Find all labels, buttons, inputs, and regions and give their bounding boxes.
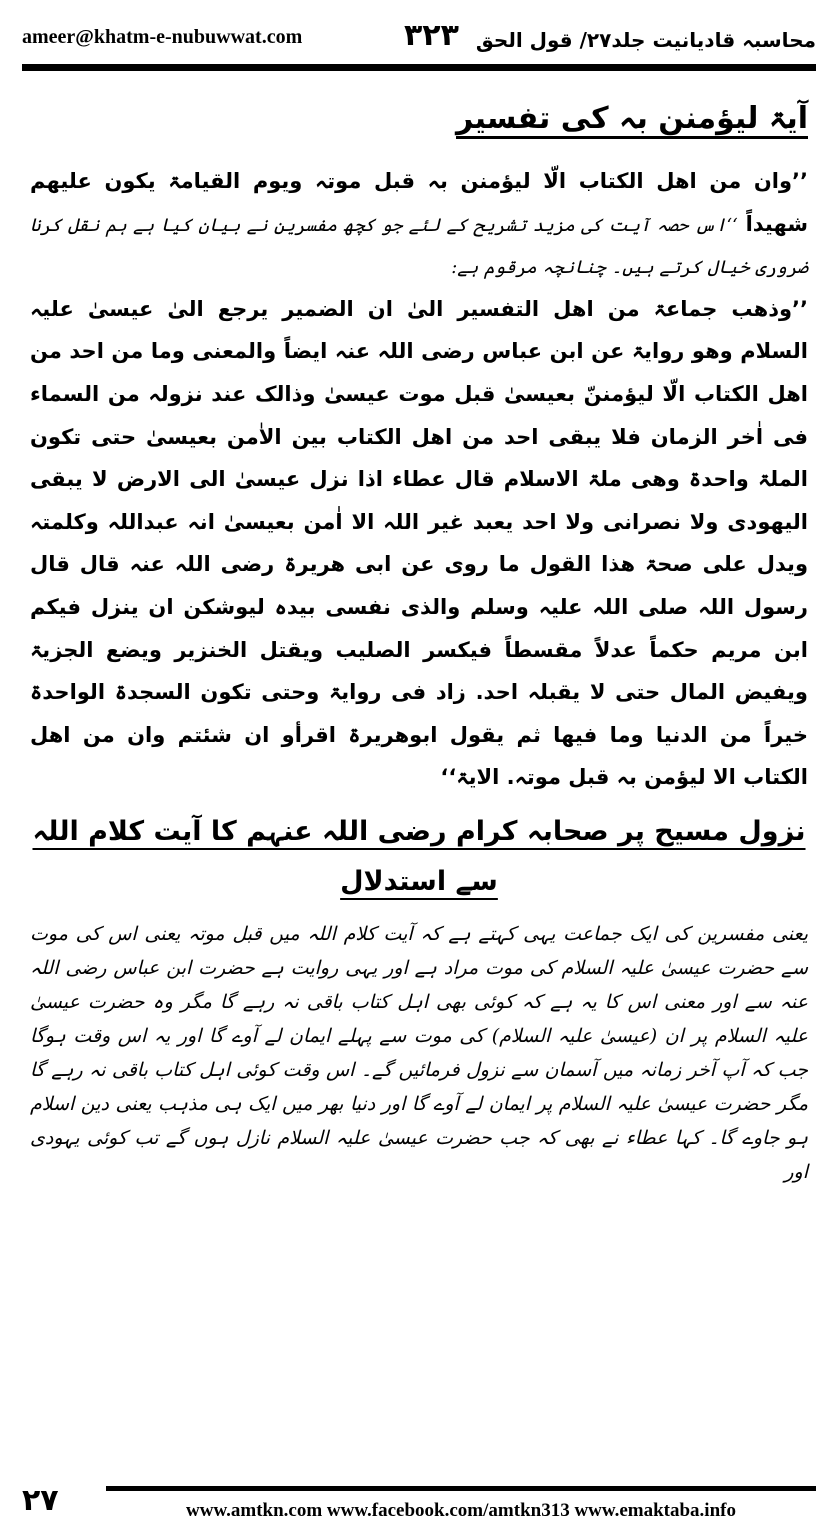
section-body-urdu: یعنی مفسرین کی ایک جماعت یہی کہتے ہے کہ آیت کلام اللہ میں قبل موتہ یعنی اس کی موت سے حضرت عیسیٰ علیہ السلام کی موت مراد ہے اور یہی روایت ہے حضرت ابن عباس رضی اللہ عنہ سے اور معنی اس کا یہ ہے کہ کوئی بھی اہل کتاب باقی نہ رہے گا مگر وہ حضرت عیسیٰ علیہ السلام پر ان (عیسیٰ علیہ السلام) کی موت سے پہلے ایمان لے آوے گا اور یہ اس وقت ہوگا جب کہ آپ آخر زمانہ میں آسمان سے نزول فرمائیں گے۔ اس وقت کوئی اہل کتاب باقی نہ رہے گا مگر حضرت عیسیٰ علیہ السلام پر ایمان لے آوے گا اور دنیا بھر میں ایک ہی مذہب یعنی دین اسلام ہو جاوے گا۔ کہا عطاء نے بھی کہ جب حضرت عیسیٰ علیہ السلام نازل ہوں گے تب کوئی یہودی اور: [30, 922, 808, 1183]
section-heading-tafsir: آیۃ لیؤمنن بہ کی تفسیر: [456, 101, 808, 136]
verse-quote-arabic: ’’وان من اھل الکتاب الّا لیؤمنن بہ قبل موتہ ویوم القیامۃ یکون علیھم شھیداً: [30, 169, 808, 236]
intro-urdu: ‘‘اس حصہ آیت کی مزید تشریح کے لئے جو کچھ مفسرین نے بیان کیا ہے ہم نقل کرنا ضروری خیال کرتے ہیں۔ چنانچہ مرقوم ہے:: [30, 214, 808, 279]
header-page-number: ۳۲۳: [404, 18, 459, 53]
header-book-title: محاسبہ قادیانیت جلد۲۷/ قول الحق: [475, 28, 816, 52]
footer-page-number: ۲۷: [22, 1483, 59, 1518]
header-email: ameer@khatm-e-nubuwwat.com: [22, 26, 303, 48]
section-heading-nuzul: نزول مسیح پر صحابہ کرام رضی اللہ عنہم کا آیت کلام اللہ سے استدلال: [32, 815, 806, 897]
footer-rule: [106, 1486, 816, 1491]
page-content: [30, 88, 808, 1460]
quote-paragraph: [30, 160, 808, 288]
footer-links: www.amtkn.com www.facebook.com/amtkn313 www.emaktaba.info: [186, 1500, 736, 1521]
page-header: [22, 16, 816, 64]
header-rule: [22, 64, 816, 71]
tafsir-arabic-text: ’’وذھب جماعۃ من اھل التفسیر الیٰ ان الضمیر یرجع الیٰ عیسیٰ علیہ السلام وھو روایۃ عن ابن عباس رضی اللہ عنہ ایضاً والمعنی وما من احد من اھل الکتاب الّا لیؤمننّ بعیسیٰ قبل موت عیسیٰ وذالک عند نزولہ من السماء فی اٰخر الزمان فلا یبقی احد من اھل الکتاب بین الاٰمن بعیسیٰ حتی تکون الملۃ واحدۃ وھی ملۃ الاسلام قال عطاء اذا نزل عیسیٰ الی الارض لا یبقی الیھودی ولا نصرانی ولا احد یعبد غیر اللہ الا اٰمن بعیسیٰ انہ عبداللہ وکلمتہ ویدل علی صحۃ ھذا القول ما روی عن ابی ھریرۃ رضی اللہ عنہ قال قال رسول اللہ صلی اللہ علیہ وسلم والذی نفسی بیدہ لیوشکن ان ینزل فیکم ابن مریم حکماً عدلاً مقسطاً فیکسر الصلیب ویقتل الخنزیر ویضع الجزیۃ ویفیض المال حتی لا یقبلہ احد. زاد فی روایۃ وحتی تکون السجدۃ الواحدۃ خیراً من الدنیا وما فیھا ثم یقول ابوھریرۃ اقرأو ان شئتم وان من اھل الکتاب الا لیؤمن بہ قبل موتہ. الایۃ‘‘: [30, 296, 808, 790]
